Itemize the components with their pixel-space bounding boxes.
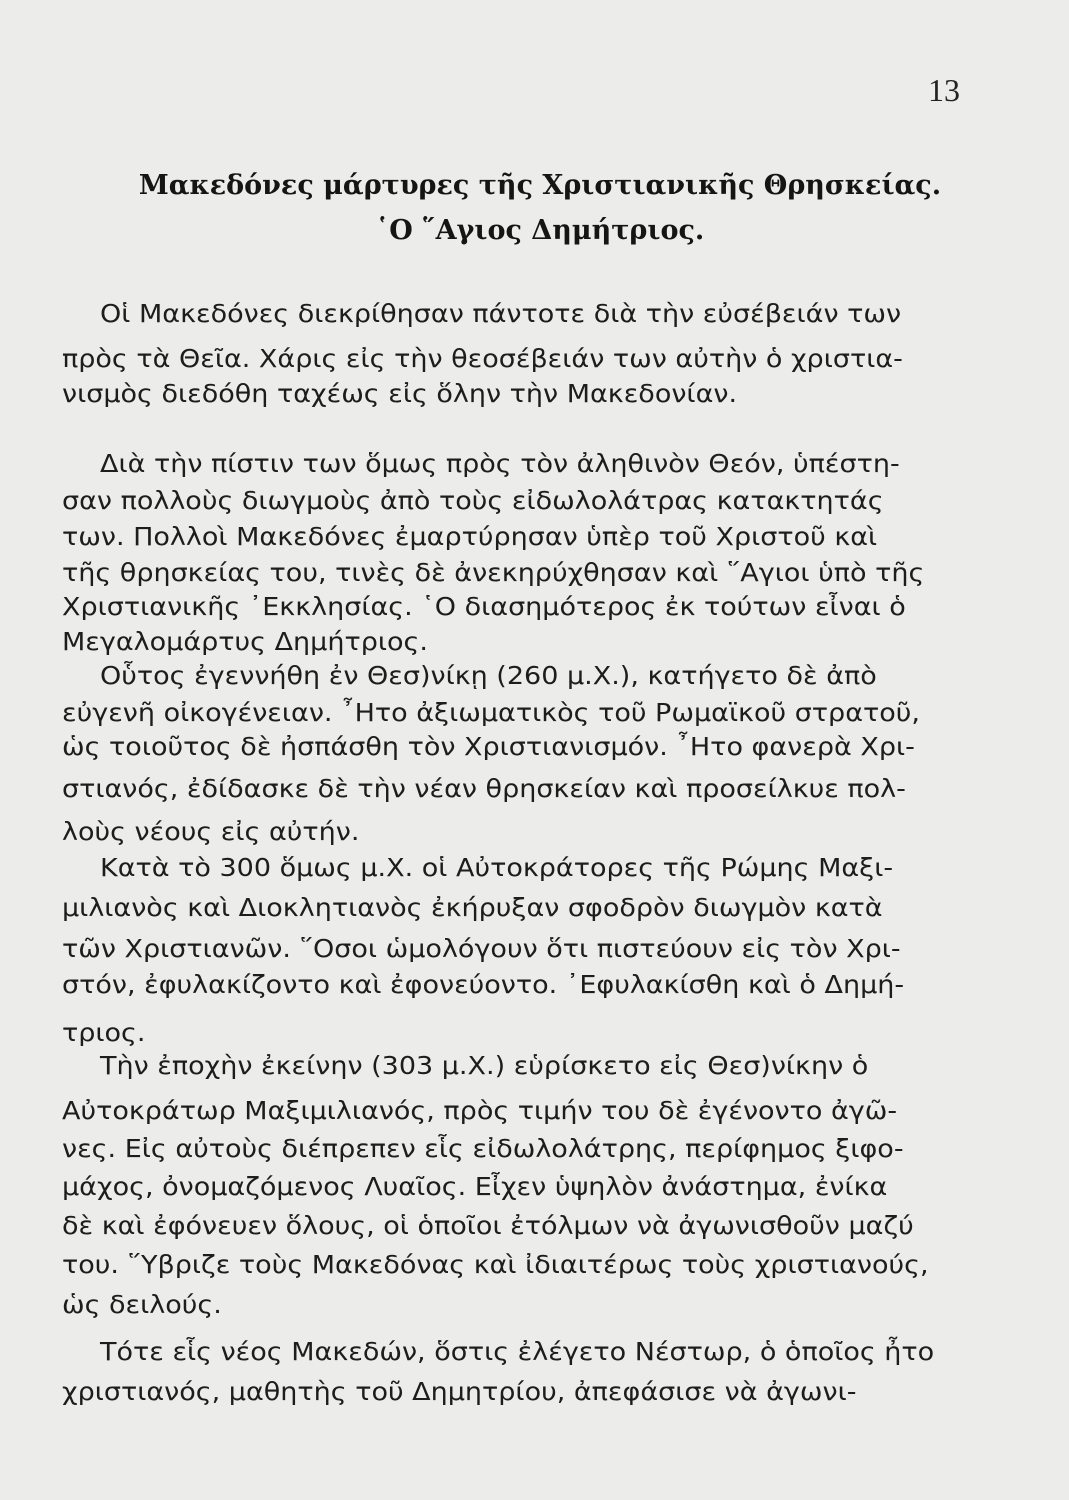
text-line-content: πρὸς τὰ Θεῖα. Χάρις εἰς τὴν θεοσέβειάν των αὐτὴν ὁ χριστια- bbox=[62, 344, 903, 373]
text-line bbox=[0, 932, 1069, 966]
text-line bbox=[0, 520, 1069, 554]
page-number: 13 bbox=[928, 72, 960, 108]
text-line-content: λοὺς νέους εἰς αὐτήν. bbox=[62, 817, 360, 846]
text-line bbox=[0, 1049, 1069, 1083]
text-line bbox=[0, 590, 1069, 624]
text-line-content: Αὐτοκράτωρ Μαξιμιλιανός, πρὸς τιμήν του δὲ ἐγένοντο ἀγῶ- bbox=[62, 1096, 898, 1125]
text-line-content: σαν πολλοὺς διωγμοὺς ἀπὸ τοὺς εἰδωλολάτρας κατακτητάς bbox=[62, 486, 884, 515]
text-line bbox=[0, 1016, 1069, 1050]
text-line-content: ὡς δειλούς. bbox=[62, 1290, 222, 1319]
text-line-content: δὲ καὶ ἐφόνευεν ὅλους, οἱ ὁποῖοι ἐτόλμων νὰ ἀγωνισθοῦν μαζύ bbox=[62, 1211, 914, 1240]
text-line bbox=[0, 891, 1069, 925]
text-line-content: Κατὰ τὸ 300 ὅμως μ.Χ. οἱ Αὐτοκράτορες τῆς Ρώμης Μαξι- bbox=[100, 853, 894, 882]
text-line-content: εὐγενῆ οἰκογένειαν. ῏Ητο ἀξιωματικὸς τοῦ Ρωμαϊκοῦ στρατοῦ, bbox=[62, 698, 920, 727]
text-line bbox=[0, 659, 1069, 693]
text-line bbox=[0, 1288, 1069, 1322]
text-line-content: τῆς θρησκείας του, τινὲς δὲ ἀνεκηρύχθησαν καὶ ῞Αγιοι ὑπὸ τῆς bbox=[62, 558, 925, 587]
text-line bbox=[0, 556, 1069, 590]
text-line bbox=[0, 1335, 1069, 1369]
text-line bbox=[0, 1248, 1069, 1282]
text-line-content: ὡς τοιοῦτος δὲ ἠσπάσθη τὸν Χριστιανισμόν. ῏Ητο φανερὰ Χρι- bbox=[62, 732, 915, 761]
text-line-content: Μεγαλομάρτυς Δημήτριος. bbox=[62, 627, 428, 656]
text-line-content: μιλιανὸς καὶ Διοκλητιανὸς ἐκήρυξαν σφοδρὸν διωγμὸν κατὰ bbox=[62, 893, 883, 922]
text-line-content: των. Πολλοὶ Μακεδόνες ἐμαρτύρησαν ὑπὲρ τοῦ Χριστοῦ καὶ bbox=[62, 522, 878, 551]
text-line-content: Οὗτος ἐγεννήθη ἐν Θεσ)νίκῃ (260 μ.Χ.), κατήγετο δὲ ἀπὸ bbox=[100, 661, 877, 690]
text-line bbox=[0, 696, 1069, 730]
text-line bbox=[0, 968, 1069, 1002]
text-line bbox=[0, 297, 1069, 331]
text-line bbox=[0, 447, 1069, 481]
text-line-content: Τὴν ἐποχὴν ἐκείνην (303 μ.Χ.) εὑρίσκετο εἰς Θεσ)νίκην ὁ bbox=[100, 1051, 869, 1080]
text-line bbox=[0, 484, 1069, 518]
text-line-content: στόν, ἐφυλακίζοντο καὶ ἐφονεύοντο. ᾿Εφυλακίσθη καὶ ὁ Δημή- bbox=[62, 970, 905, 999]
chapter-subtitle: ῾Ο ῞Αγιος Δημήτριος. bbox=[375, 215, 705, 246]
text-line bbox=[0, 1209, 1069, 1243]
text-line bbox=[0, 625, 1069, 659]
text-line-content: χριστιανός, μαθητὴς τοῦ Δημητρίου, ἀπεφάσισε νὰ ἀγωνι- bbox=[62, 1377, 857, 1406]
chapter-title: Μακεδόνες μάρτυρες τῆς Χριστιανικῆς Θρησκείας. bbox=[138, 170, 942, 201]
text-line-content: νες. Εἰς αὐτοὺς διέπρεπεν εἷς εἰδωλολάτρης, περίφημος ξιφο- bbox=[62, 1134, 904, 1163]
text-line bbox=[0, 851, 1069, 885]
text-line bbox=[0, 772, 1069, 806]
text-line-content: του. ῞Υβριζε τοὺς Μακεδόνας καὶ ἰδιαιτέρως τοὺς χριστιανούς, bbox=[62, 1250, 929, 1279]
text-line-content: στιανός, ἐδίδασκε δὲ τὴν νέαν θρησκείαν καὶ προσείλκυε πολ- bbox=[62, 774, 906, 803]
text-line bbox=[0, 815, 1069, 849]
text-line bbox=[0, 377, 1069, 411]
text-line-content: τῶν Χριστιανῶν. ῞Οσοι ὡμολόγουν ὅτι πιστεύουν εἰς τὸν Χρι- bbox=[62, 934, 901, 963]
text-line-content: μάχος, ὀνομαζόμενος Λυαῖος. Εἶχεν ὑψηλὸν ἀνάστημα, ἐνίκα bbox=[62, 1172, 888, 1201]
text-line bbox=[0, 342, 1069, 376]
text-line bbox=[0, 730, 1069, 764]
text-line-content: Τότε εἷς νέος Μακεδών, ὅστις ἐλέγετο Νέστωρ, ὁ ὁποῖος ἦτο bbox=[100, 1337, 935, 1366]
text-line bbox=[0, 1132, 1069, 1166]
text-line-content: Χριστιανικῆς ᾿Εκκλησίας. ῾Ο διασημότερος ἐκ τούτων εἶναι ὁ bbox=[62, 592, 906, 621]
text-line bbox=[0, 1094, 1069, 1128]
text-line-content: Οἱ Μακεδόνες διεκρίθησαν πάντοτε διὰ τὴν εὐσέβειάν των bbox=[100, 299, 902, 328]
text-line bbox=[0, 1375, 1069, 1409]
text-line bbox=[0, 1170, 1069, 1204]
text-line-content: τριος. bbox=[62, 1018, 146, 1047]
text-line-content: νισμὸς διεδόθη ταχέως εἰς ὅλην τὴν Μακεδονίαν. bbox=[62, 379, 738, 408]
text-line-content: Διὰ τὴν πίστιν των ὅμως πρὸς τὸν ἀληθινὸν Θεόν, ὑπέστη- bbox=[100, 449, 900, 478]
